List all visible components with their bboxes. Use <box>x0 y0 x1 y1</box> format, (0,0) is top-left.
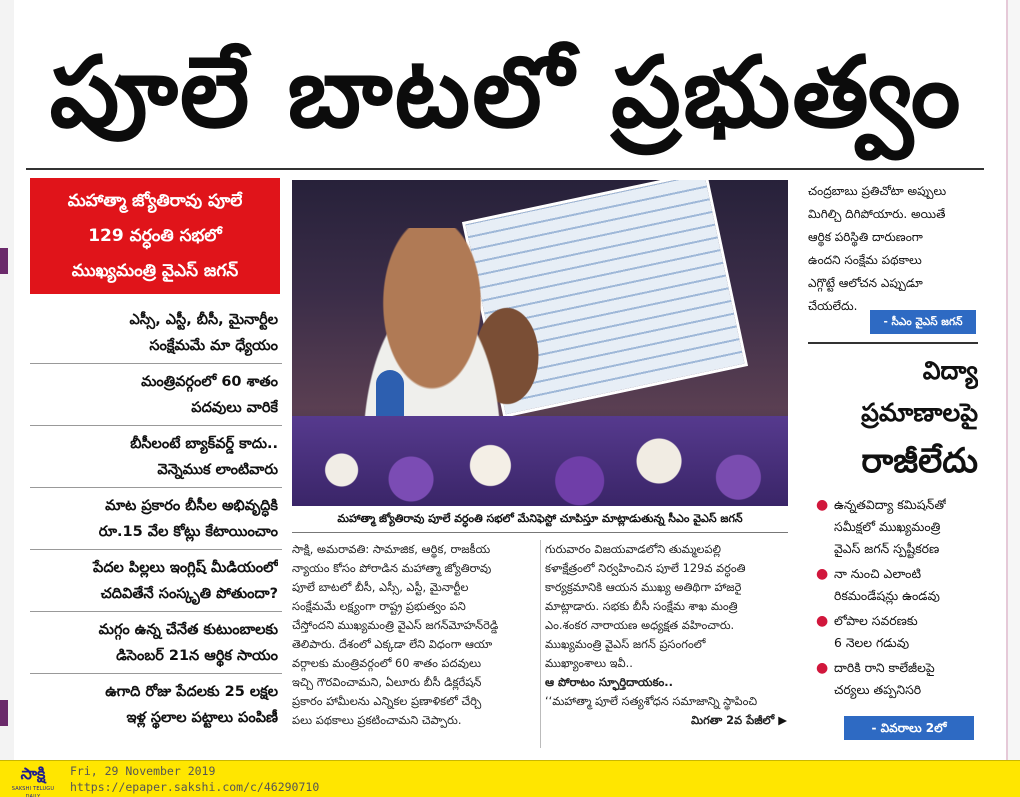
article-line: మాట్లాడారు. సభకు బీసీ సంక్షేమ శాఖ మంత్రి <box>545 599 738 613</box>
article-line: పూలే బాటలో బీసీ, ఎస్సీ, ఎస్టీ, మైనార్టీల <box>292 580 469 594</box>
edition-url[interactable]: https://epaper.sakshi.com/c/46290710 <box>70 780 320 794</box>
highlight-line: ముఖ్యమంత్రి వైఎస్ జగన్ <box>71 261 239 281</box>
key-point-line: సంక్షేమమే మా ధ్యేయం <box>149 338 278 354</box>
side-divider <box>808 342 978 344</box>
continue-arrow-icon: ▶ <box>778 713 787 727</box>
epaper-footer <box>0 760 1020 797</box>
page-right-margin <box>1006 0 1020 760</box>
side-headline-line: ప్రమాణాలపై <box>861 398 978 427</box>
continued-label: మిగతా 2వ పేజీలో <box>691 713 775 727</box>
bullet-line: వైఎస్ జగన్ స్పష్టీకరణ <box>834 541 940 556</box>
article-line: కార్యక్రమానికి ఆయన ముఖ్య అతిథిగా హాజరై <box>545 580 742 594</box>
flower-decoration <box>292 416 788 506</box>
article-line: పలు పథకాలు ప్రకటించామని చెప్పారు. <box>292 713 462 727</box>
key-point-line: రూ.15 వేల కోట్లు కేటాయించాం <box>98 524 278 540</box>
bullet-line: ఉన్నతవిద్యా కమిషన్‌తో <box>834 497 947 512</box>
bullet-item <box>816 494 982 560</box>
article-line: న్యాయం కోసం పోరాడిన మహాత్మా జ్యోతిరావు <box>292 561 492 575</box>
bullet-icon: ● <box>816 566 829 582</box>
key-point <box>30 302 282 364</box>
bullet-item <box>816 610 982 654</box>
highlight-line: 129 వర్ధంతి సభలో <box>88 226 222 246</box>
key-point <box>30 488 282 550</box>
highlight-box <box>30 178 280 294</box>
article-subhead: ఆ పోరాటం స్ఫూర్తిదాయకం.. <box>545 675 673 689</box>
quote-credit: - సీఎం వైఎస్ జగన్ <box>870 310 976 334</box>
quote-line: చేయలేదు. <box>808 299 858 313</box>
quote-line: ఉందని సంక్షేమ పథకాలు <box>808 253 922 267</box>
key-point-line: ఇళ్ల స్థలాల పట్టాలు పంపిణీ <box>126 710 278 726</box>
side-story-bullets <box>816 494 982 704</box>
side-story-headline <box>808 350 978 488</box>
key-point <box>30 550 282 612</box>
caption-divider <box>292 532 788 533</box>
article-line: సాక్షి, అమరావతి: సామాజిక, ఆర్థిక, రాజకీయ <box>292 542 491 556</box>
bullet-item <box>816 563 982 607</box>
key-points-list <box>30 302 282 736</box>
article-line: ముఖ్యమంత్రి వైఎస్ జగన్ ప్రసంగంలో <box>545 637 706 651</box>
bullet-line: సమీక్షలో ముఖ్యమంత్రి <box>834 519 941 534</box>
continued-link[interactable] <box>545 711 787 730</box>
highlight-line: మహాత్మా జ్యోతిరావు పూలే <box>67 191 243 211</box>
key-point <box>30 612 282 674</box>
key-point-line: డిసెంబర్ 21న ఆర్థిక సాయం <box>116 648 278 664</box>
bullet-line: నా నుంచి ఎలాంటి <box>834 566 922 581</box>
bullet-line: లోపాల సవరణకు <box>834 613 918 628</box>
bullet-icon: ● <box>816 660 829 676</box>
key-point-line: పేదల పిల్లలు ఇంగ్లిష్ మీడియంలో <box>93 560 278 576</box>
main-headline: పూలే బాటలో ప్రభుత్వం <box>49 36 963 150</box>
key-point-line: ఉగాది రోజు పేదలకు 25 లక్షల <box>105 684 278 700</box>
bullet-line: దారికి రాని కాలేజీలపై <box>834 660 935 675</box>
article-line: తెలిపారు. దేశంలో ఎక్కడా లేని విధంగా ఆయా <box>292 637 493 651</box>
article-line: వర్గాలకు మంత్రివర్గంలో 60 శాతం పదవులు <box>292 656 482 670</box>
key-point-line: మాట ప్రకారం బీసీల అభివృద్ధికి <box>105 498 278 514</box>
bullet-icon: ● <box>816 613 829 629</box>
details-link[interactable]: - వివరాలు 2లో <box>844 716 974 740</box>
bullet-line: రికమండేషన్లు ఉండవు <box>834 588 940 603</box>
key-point-line: పదవులు వారికే <box>191 400 278 416</box>
article-column-2 <box>545 540 787 750</box>
sakshi-logo <box>4 763 62 795</box>
side-headline-line: రాజీలేదు <box>861 441 978 481</box>
article-line: కళాక్షేత్రంలో నిర్వహించిన పూలే 129వ వర్ధంతి <box>545 561 746 575</box>
key-point-line: మగ్గం ఉన్న చేనేత కుటుంబాలకు <box>98 622 278 638</box>
article-line: ఇచ్చి గౌరవించామని, ఏలూరు బీసీ డిక్లరేషన్ <box>292 675 482 689</box>
quote-line: మిగిల్చి దిగిపోయారు. అయితే <box>808 207 946 221</box>
article-line: ముఖ్యాంశాలు ఇవీ.. <box>545 656 633 670</box>
margin-marker <box>0 248 8 274</box>
footer-info <box>70 763 319 795</box>
margin-marker <box>0 700 8 726</box>
article-line: చేస్తోందని ముఖ్యమంత్రి వైఎస్ జగన్‌మోహన్‌రెడ్డి <box>292 618 499 632</box>
article-line: గురువారం విజయవాడలోని తుమ్మలపల్లి <box>545 542 721 556</box>
article-line: ‘‘మహాత్మా పూలే సత్యశోధన సమాజాన్ని స్థాపించి <box>545 694 758 708</box>
edition-date: Fri, 29 November 2019 <box>70 764 216 778</box>
quote-line: చంద్రబాబు ప్రతిచోటా అప్పులు <box>808 184 947 198</box>
key-point <box>30 674 282 736</box>
key-point-line: మంత్రివర్గంలో 60 శాతం <box>141 374 278 390</box>
logo-subtitle: SAKSHI TELUGU DAILY <box>11 786 55 797</box>
article-line: ప్రకారం హామీలను ఎన్నికల ప్రణాళికలో చేర్చి <box>292 694 482 708</box>
key-point <box>30 364 282 426</box>
column-divider <box>540 540 541 748</box>
article-line: ఎం.శంకర నారాయణ అధ్యక్షత వహించారు. <box>545 618 735 632</box>
article-line: సంక్షేమమే లక్ష్యంగా రాష్ట్ర ప్రభుత్వం పని <box>292 599 466 613</box>
key-point-line: బీసీలంటే బ్యాక్‌వర్డ్ కాదు.. <box>130 436 278 452</box>
key-point-line: చదివితేనే సంస్కృతి పోతుందా? <box>100 586 278 602</box>
photo-caption: మహాత్మా జ్యోతిరావు పూలే వర్ధంతి సభలో మేనిఫెస్టో చూపిస్తూ మాట్లాడుతున్న సీఎం వైఎస్ జగన్ <box>337 512 743 525</box>
key-point-line: ఎస్సీ, ఎస్టీ, బీసీ, మైనార్టీల <box>129 312 278 328</box>
key-point <box>30 426 282 488</box>
bullet-icon: ● <box>816 497 829 513</box>
quote-line: ఎగ్గొట్టే ఆలోచన ఎప్పుడూ <box>808 276 923 290</box>
news-photo <box>292 180 788 506</box>
bullet-item <box>816 657 982 701</box>
bullet-line: చర్యలు తప్పనిసరి <box>834 682 922 697</box>
side-headline-line: విద్యా <box>922 356 978 385</box>
page-left-margin <box>0 0 14 760</box>
logo-text: సాక్షి <box>20 764 46 783</box>
key-point-line: వెన్నెముక లాంటివారు <box>157 462 278 478</box>
quote-line: ఆర్థిక పరిస్థితి దారుణంగా <box>808 230 923 244</box>
bullet-line: 6 నెలల గడువు <box>834 635 910 650</box>
article-column-1 <box>292 540 534 750</box>
headline-divider <box>26 168 984 170</box>
